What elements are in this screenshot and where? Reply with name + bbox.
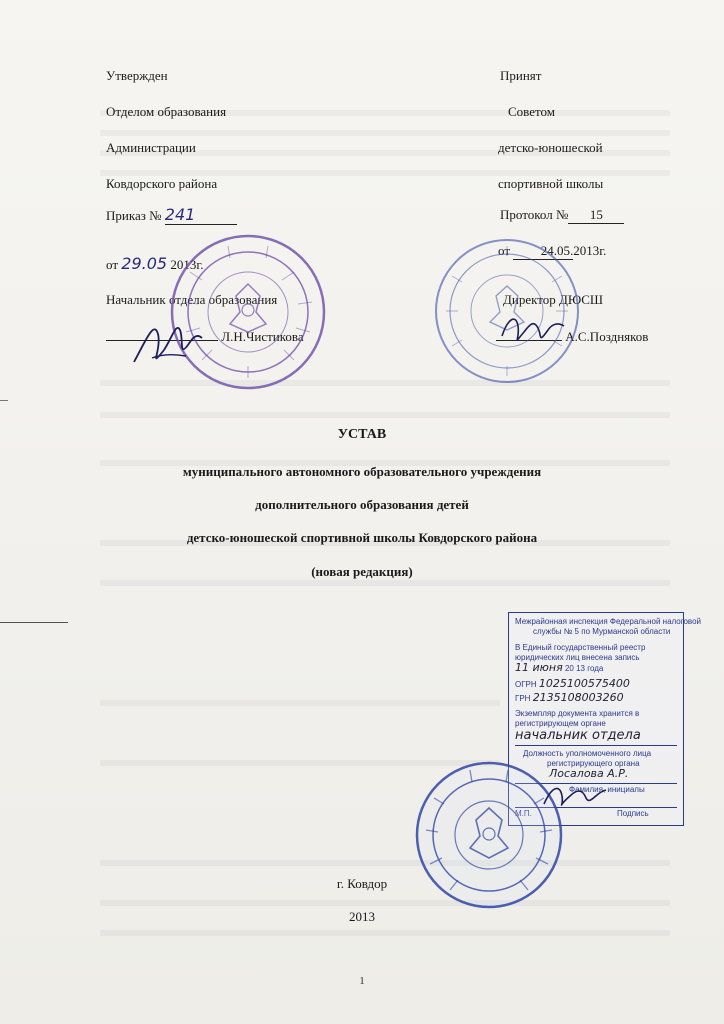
edition-note: (новая редакция) [311, 564, 413, 579]
bleed-through [100, 580, 670, 586]
bleed-through [100, 700, 500, 706]
official-title-row [515, 728, 641, 743]
page-number: 1 [359, 976, 365, 987]
institution-line: муниципального автономного образовательного учреждения [182, 464, 542, 479]
ogrn-row [515, 679, 630, 690]
stamp-line: Экземпляр документа хранится в [515, 709, 640, 718]
registration-day: 11 июня [515, 661, 563, 674]
order-date: 29.05 [121, 254, 168, 273]
year-label: 2013 [349, 909, 375, 924]
protocol-prefix: Протокол № [500, 207, 569, 222]
date-suffix: 2013г. [170, 257, 204, 272]
stamp-line: регистрирующем органе [515, 719, 606, 728]
ogrn-label: ОГРН [515, 680, 537, 689]
stamp-line: юридических лиц внесена запись [515, 653, 640, 662]
registration-date [515, 663, 603, 674]
accepted-label: Принят [500, 68, 542, 83]
signer-position: Начальник отдела образования [106, 292, 278, 307]
acceptor-line: Советом [508, 104, 555, 119]
date-suffix: 2013г. [573, 243, 607, 258]
approver-line: Администрации [106, 140, 196, 155]
official-title: начальник отдела [515, 728, 641, 743]
signer-name: Л.Н.Чистикова [221, 329, 304, 344]
approver-line: Ковдорского района [106, 176, 218, 191]
bleed-through [100, 412, 670, 418]
protocol-line [500, 207, 624, 224]
institution-line: дополнительного образования детей [255, 497, 469, 512]
stamp-line: В Единый государственный реестр [515, 643, 646, 652]
order-prefix: Приказ № [106, 208, 162, 223]
bleed-through [100, 930, 670, 936]
institution-line: детско-юношеской спортивной школы Ковдорского района [186, 530, 538, 545]
bleed-through [100, 130, 670, 136]
acceptor-line: детско-юношеской [498, 140, 603, 155]
stamp-caption: Должность уполномоченного лица [523, 749, 652, 758]
fold-mark [0, 400, 8, 401]
grn-value: 2135108003260 [532, 691, 624, 704]
approved-label: Утвержден [106, 68, 168, 83]
stamp-caption: Фамилия, инициалы [569, 785, 645, 794]
grn-label: ГРН [515, 694, 531, 703]
tax-official-signature [540, 778, 610, 812]
date-prefix: от [106, 257, 119, 272]
registration-year: 20 13 года [564, 664, 604, 673]
signer-position: Директор ДЮСШ [503, 292, 604, 307]
divider [515, 745, 677, 746]
acceptor-line: спортивной школы [498, 176, 604, 191]
approver-line: Отделом образования [106, 104, 227, 119]
stamp-caption: Подпись [617, 809, 649, 818]
date-prefix: от [498, 243, 511, 258]
protocol-number-field [568, 207, 624, 224]
fold-mark [0, 622, 68, 623]
bleed-through [100, 860, 670, 866]
order-number: 241 [164, 205, 196, 224]
official-name: Лосалова А.Р. [549, 767, 629, 780]
stamp-line: Межрайонная инспекция Федеральной налоговой [515, 617, 702, 626]
stamp-line: службы № 5 по Мурманской области [533, 627, 671, 636]
bleed-through [100, 900, 670, 906]
grn-row [515, 693, 624, 704]
protocol-number: 15 [589, 207, 603, 222]
order-line [106, 207, 237, 225]
left-handwritten-signature [128, 300, 208, 380]
protocol-date: 24.05. [540, 243, 574, 258]
ogrn-value: 1025100575400 [538, 677, 630, 690]
document-title: УСТАВ [337, 427, 387, 442]
stamp-caption: регистрирующего органа [547, 759, 640, 768]
signer-name: А.С.Поздняков [565, 329, 649, 344]
city-label: г. Ковдор [336, 876, 388, 891]
order-number-field [165, 207, 237, 225]
right-handwritten-signature [498, 306, 568, 352]
